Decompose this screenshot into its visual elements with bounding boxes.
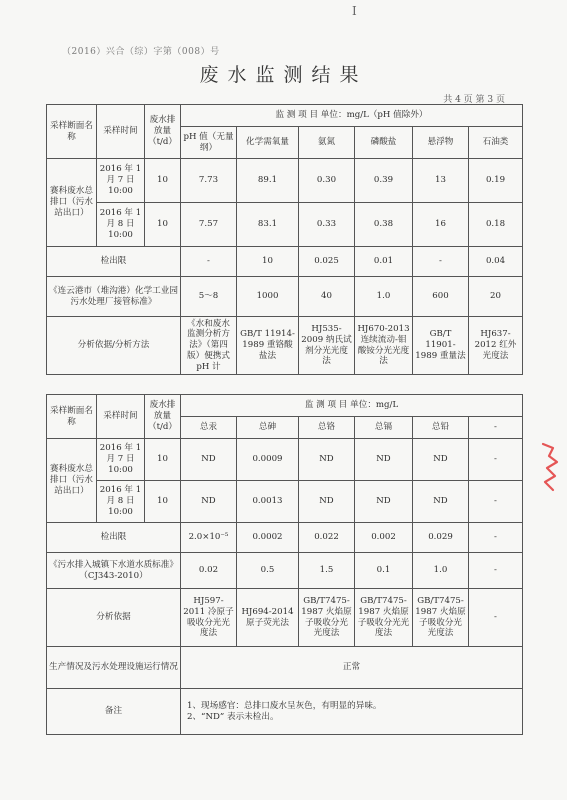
- limit-value: 0.01: [355, 247, 413, 277]
- method-label: 分析依据/分析方法: [47, 317, 181, 375]
- value-cell: -: [469, 439, 523, 481]
- value-cell: -: [469, 481, 523, 523]
- value-cell: 0.39: [355, 159, 413, 203]
- value-cell: ND: [355, 481, 413, 523]
- operation-label: 生产情况及污水处理设施运行情况: [47, 647, 181, 689]
- value-cell: 0.30: [299, 159, 355, 203]
- value-cell: ND: [181, 439, 237, 481]
- item-header: 氨氮: [299, 127, 355, 159]
- col-header-site: 采样断面名称: [47, 395, 97, 439]
- sample-time: 2016 年 1 月 8 日 10:00: [97, 481, 145, 523]
- standard-value: 20: [469, 277, 523, 317]
- item-header: 悬浮物: [413, 127, 469, 159]
- item-header: 石油类: [469, 127, 523, 159]
- standard-value: 40: [299, 277, 355, 317]
- method-cell: HJ694-2014 原子荧光法: [237, 589, 299, 647]
- site-name: 赛科废水总排口（污水站出口）: [47, 159, 97, 247]
- value-cell: 0.18: [469, 203, 523, 247]
- item-header: 总铬: [299, 417, 355, 439]
- value-cell: 0.0013: [237, 481, 299, 523]
- red-stamp-fragment: [539, 438, 561, 498]
- value-cell: 16: [413, 203, 469, 247]
- method-cell: HJ597-2011 冷原子吸收分光光度法: [181, 589, 237, 647]
- value-cell: 7.57: [181, 203, 237, 247]
- limit-value: 0.022: [299, 523, 355, 553]
- standard-value: 0.1: [355, 553, 413, 589]
- sample-time: 2016 年 1 月 7 日 10:00: [97, 159, 145, 203]
- item-header: 总砷: [237, 417, 299, 439]
- value-cell: 13: [413, 159, 469, 203]
- flow-value: 10: [145, 439, 181, 481]
- method-cell: HJ535-2009 纳氏试剂分光光度法: [299, 317, 355, 375]
- limit-value: -: [181, 247, 237, 277]
- value-cell: 0.19: [469, 159, 523, 203]
- method-cell: GB/T 11901-1989 重量法: [413, 317, 469, 375]
- wastewater-results-table-1: [46, 104, 523, 375]
- remarks-cell: [181, 689, 523, 735]
- flow-value: 10: [145, 159, 181, 203]
- standard-value: -: [469, 553, 523, 589]
- col-header-site: 采样断面名称: [47, 105, 97, 159]
- standard-label: 《连云港市（堆沟港）化学工业园污水处理厂接管标准》: [47, 277, 181, 317]
- limit-value: 0.025: [299, 247, 355, 277]
- limit-value: 10: [237, 247, 299, 277]
- standard-value: 0.02: [181, 553, 237, 589]
- method-cell: GB/T7475-1987 火焰原子吸收分光光度法: [413, 589, 469, 647]
- standard-label: 《污水排入城镇下水道水质标准》（CJ343-2010）: [47, 553, 181, 589]
- sample-time: 2016 年 1 月 8 日 10:00: [97, 203, 145, 247]
- value-cell: 89.1: [237, 159, 299, 203]
- value-cell: 0.38: [355, 203, 413, 247]
- method-label: 分析依据: [47, 589, 181, 647]
- standard-value: 1.0: [355, 277, 413, 317]
- method-cell: HJ637-2012 红外光度法: [469, 317, 523, 375]
- corner-mark: I: [352, 4, 357, 18]
- value-cell: 7.73: [181, 159, 237, 203]
- flow-value: 10: [145, 481, 181, 523]
- value-cell: ND: [413, 481, 469, 523]
- value-cell: ND: [355, 439, 413, 481]
- standard-value: 1000: [237, 277, 299, 317]
- group-header: 监 测 项 目 单位：mg/L（pH 值除外）: [181, 105, 523, 127]
- value-cell: ND: [299, 481, 355, 523]
- col-header-time: 采样时间: [97, 105, 145, 159]
- limit-label: 检出限: [47, 247, 181, 277]
- document-number: （2016）兴合（综）字第（008）号: [62, 47, 220, 57]
- standard-value: 1.0: [413, 553, 469, 589]
- value-cell: 0.0009: [237, 439, 299, 481]
- flow-value: 10: [145, 203, 181, 247]
- item-header: 磷酸盐: [355, 127, 413, 159]
- value-cell: 83.1: [237, 203, 299, 247]
- method-cell: HJ670-2013 连续流动-钼酸铵分光光度法: [355, 317, 413, 375]
- value-cell: 0.33: [299, 203, 355, 247]
- col-header-time: 采样时间: [97, 395, 145, 439]
- item-header: 总镉: [355, 417, 413, 439]
- limit-label: 检出限: [47, 523, 181, 553]
- page-info: 共 4 页 第 3 页: [443, 95, 505, 105]
- value-cell: ND: [413, 439, 469, 481]
- standard-value: 0.5: [237, 553, 299, 589]
- limit-value: 0.04: [469, 247, 523, 277]
- method-cell: GB/T7475-1987 火焰原子吸收分光光度法: [299, 589, 355, 647]
- sample-time: 2016 年 1 月 7 日 10:00: [97, 439, 145, 481]
- remark-line: 1、现场感官：总排口废水呈灰色，有明显的异味。: [187, 700, 382, 711]
- item-header: -: [469, 417, 523, 439]
- method-cell: -: [469, 589, 523, 647]
- item-header: 化学需氧量: [237, 127, 299, 159]
- remark-line: 2、“ND” 表示未检出。: [187, 711, 279, 722]
- standard-value: 5～8: [181, 277, 237, 317]
- method-cell: GB/T7475-1987 火焰原子吸收分光光度法: [355, 589, 413, 647]
- item-header: pH 值（无量纲）: [181, 127, 237, 159]
- method-cell: GB/T 11914-1989 重铬酸盐法: [237, 317, 299, 375]
- limit-value: 0.0002: [237, 523, 299, 553]
- limit-value: 0.029: [413, 523, 469, 553]
- limit-value: 0.002: [355, 523, 413, 553]
- method-cell: 《水和废水监测分析方法》（第四版）便携式 pH 计: [181, 317, 237, 375]
- col-header-flow: 废水排放量（t/d）: [145, 105, 181, 159]
- page-title: 废水监测结果: [199, 64, 368, 86]
- value-cell: ND: [181, 481, 237, 523]
- site-name: 赛科废水总排口（污水站出口）: [47, 439, 97, 523]
- operation-value: 正常: [181, 647, 523, 689]
- limit-value: -: [413, 247, 469, 277]
- item-header: 总汞: [181, 417, 237, 439]
- col-header-flow: 废水排放量（t/d）: [145, 395, 181, 439]
- wastewater-results-table-2: [46, 394, 523, 735]
- limit-value: -: [469, 523, 523, 553]
- standard-value: 1.5: [299, 553, 355, 589]
- item-header: 总铅: [413, 417, 469, 439]
- group-header: 监 测 项 目 单位：mg/L: [181, 395, 523, 417]
- standard-value: 600: [413, 277, 469, 317]
- remarks-label: 备注: [47, 689, 181, 735]
- limit-value: 2.0×10⁻⁵: [181, 523, 237, 553]
- value-cell: ND: [299, 439, 355, 481]
